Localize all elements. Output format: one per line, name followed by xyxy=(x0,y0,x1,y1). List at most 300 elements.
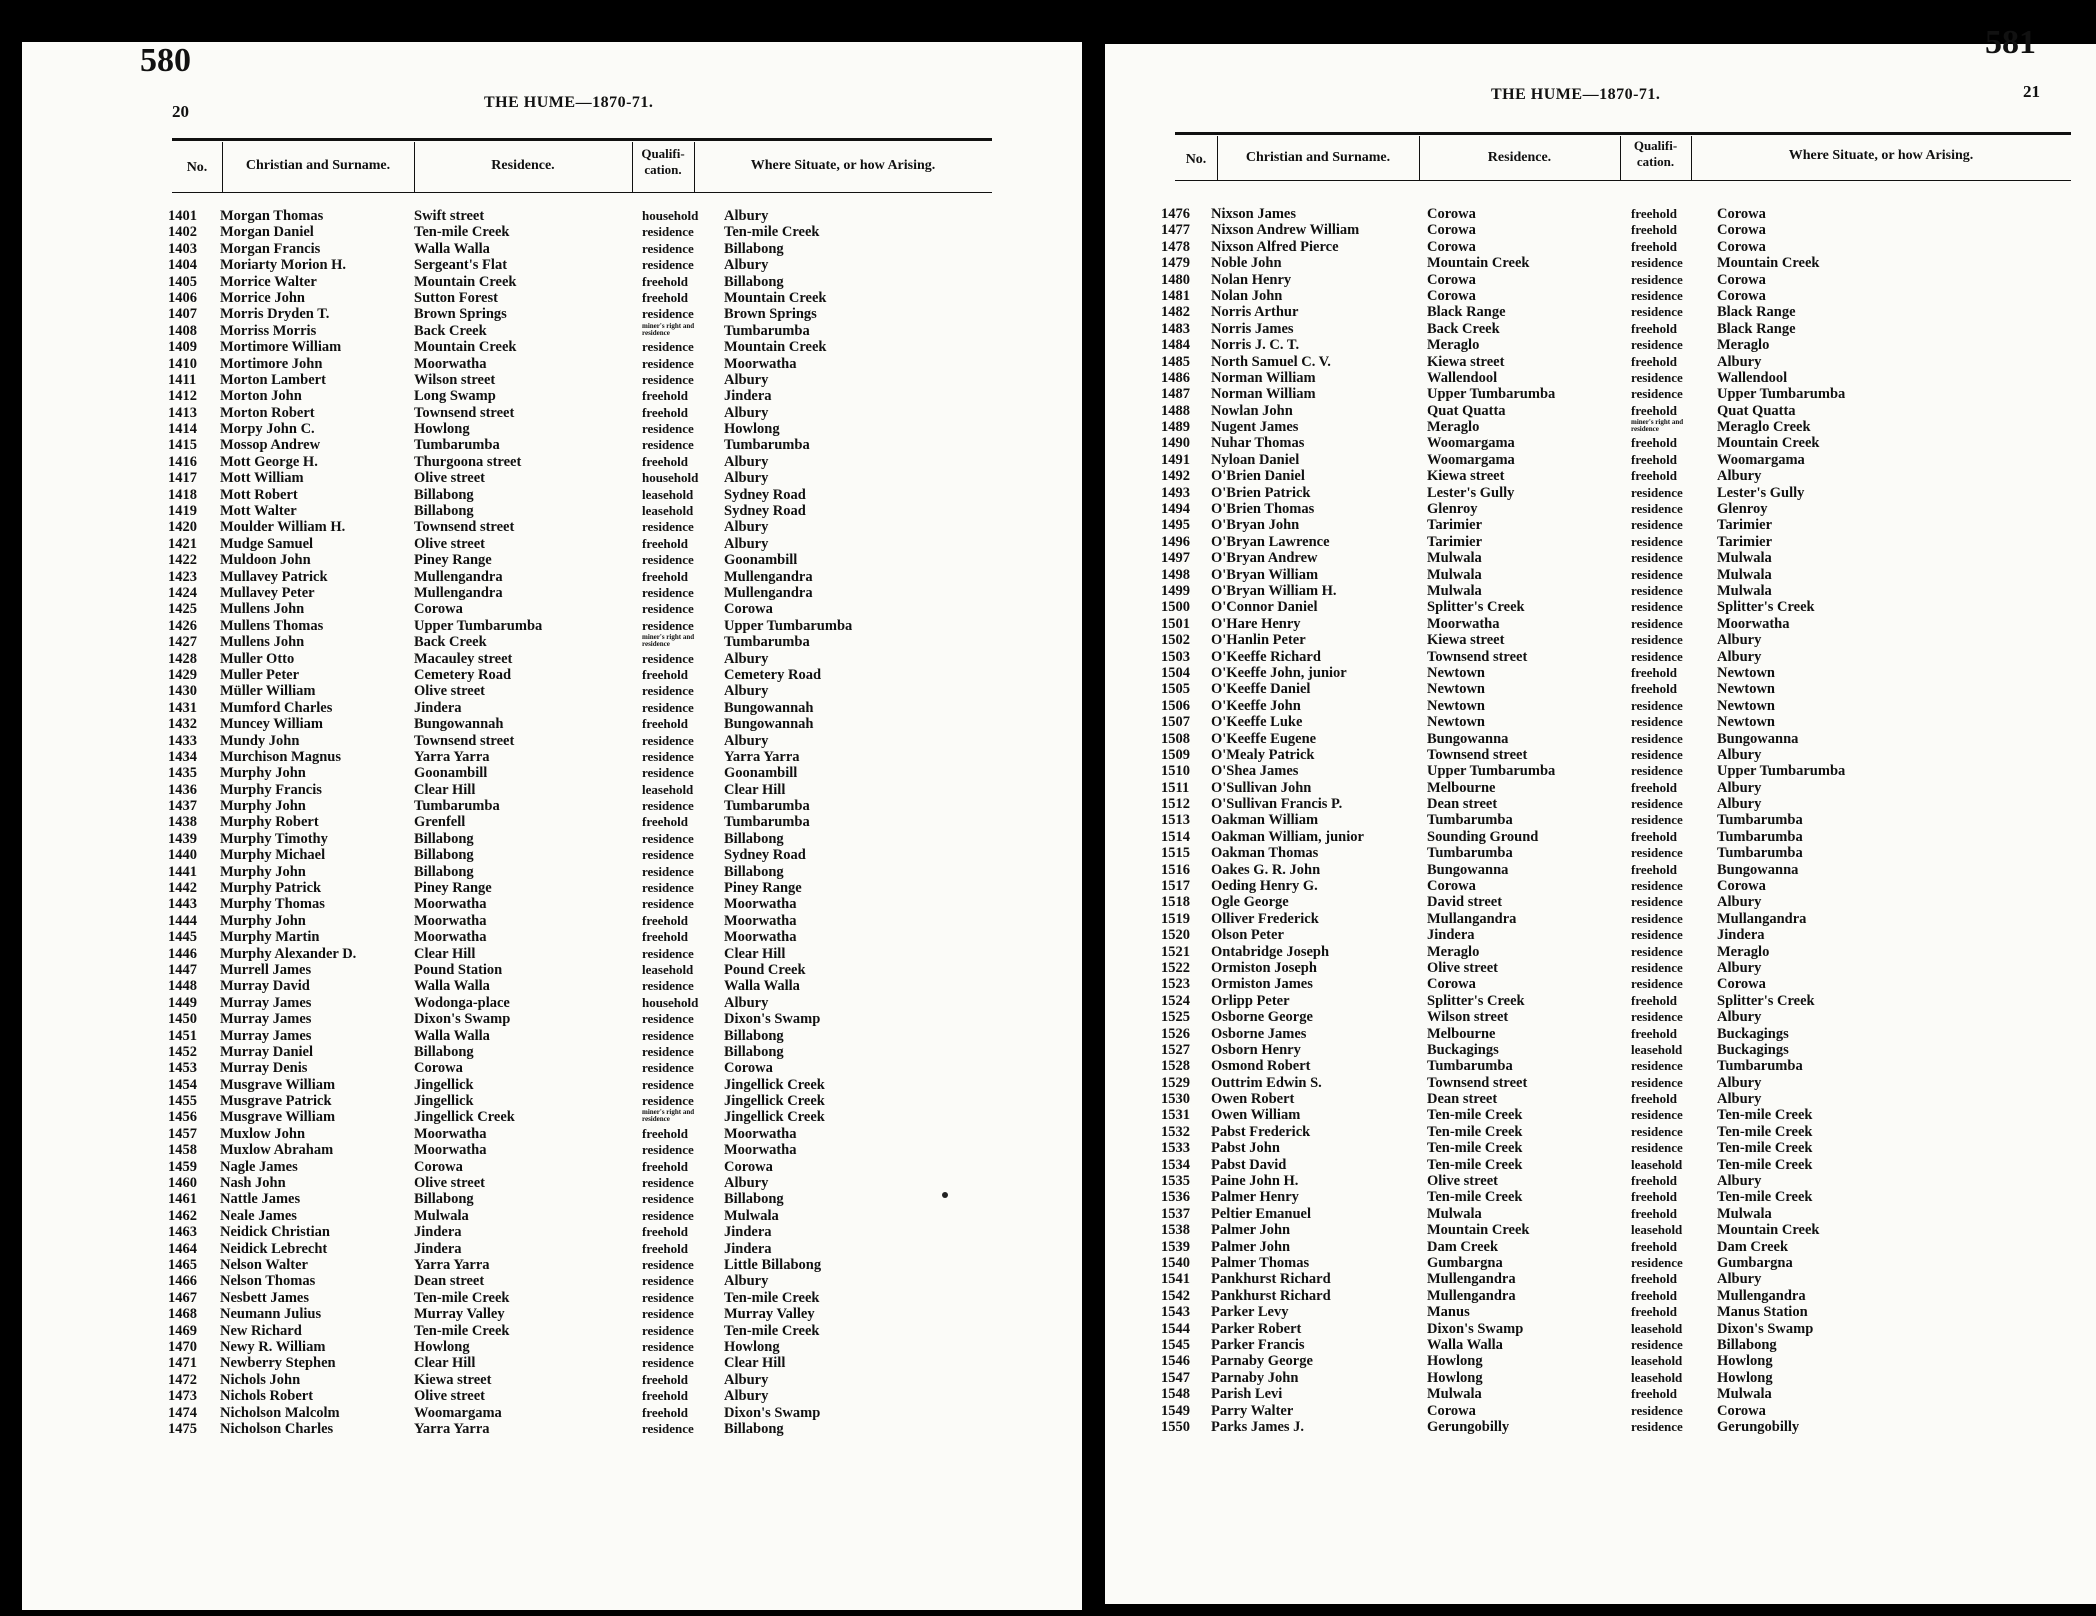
entry-residence: Ten-mile Creek xyxy=(1427,1123,1523,1140)
entry-residence: Wallendool xyxy=(1427,369,1498,386)
entry-residence: David street xyxy=(1427,894,1503,911)
table-row xyxy=(1161,1206,2061,1222)
entry-qualification: residence xyxy=(642,1175,694,1191)
table-row xyxy=(1161,452,2061,468)
entry-number: 1451 xyxy=(168,1027,197,1044)
entry-name: O'Keeffe Richard xyxy=(1211,648,1321,665)
entry-qualification: leasehold xyxy=(1631,1156,1683,1172)
entry-name: Murray James xyxy=(220,994,312,1011)
entry-residence: Walla Walla xyxy=(414,1027,490,1044)
table-row xyxy=(1161,485,2061,501)
entry-number: 1529 xyxy=(1161,1074,1190,1091)
entry-residence: Tumbarumba xyxy=(1427,812,1513,829)
entry-qualification: residence xyxy=(642,765,694,781)
entry-residence: Pound Station xyxy=(414,961,503,978)
entry-name: Morgan Thomas xyxy=(220,208,324,224)
entry-residence: Back Creek xyxy=(1427,320,1500,337)
entry-name: Moriarty Morion H. xyxy=(220,257,347,274)
entry-qualification: freehold xyxy=(1631,681,1677,697)
entry-name: Morrice Walter xyxy=(220,273,317,290)
entry-name: O'Keeffe Daniel xyxy=(1211,681,1311,698)
entry-name: Parish Levi xyxy=(1211,1386,1283,1403)
entry-number: 1523 xyxy=(1161,976,1190,993)
header-rule-bottom xyxy=(172,192,992,193)
entry-name: Oakman William xyxy=(1211,812,1319,829)
entry-qualification: residence xyxy=(642,798,694,814)
entry-residence: Howlong xyxy=(414,1338,470,1355)
entry-qualification: residence xyxy=(1631,1009,1683,1025)
entry-qualification: freehold xyxy=(642,1158,688,1174)
entry-number: 1443 xyxy=(168,896,197,913)
entry-qualification: residence xyxy=(1631,894,1683,910)
entry-number: 1407 xyxy=(168,306,197,323)
entry-qualification: residence xyxy=(642,699,694,715)
entry-residence: Yarra Yarra xyxy=(414,1420,490,1437)
entry-name: Morris Dryden T. xyxy=(220,306,330,323)
table-row xyxy=(168,749,1048,765)
page-number: 580 xyxy=(140,42,191,79)
entry-residence: Melbourne xyxy=(1427,1025,1496,1042)
table-row xyxy=(1161,1157,2061,1173)
table-row xyxy=(1161,649,2061,665)
entry-qualification: freehold xyxy=(1631,451,1677,467)
entry-number: 1535 xyxy=(1161,1173,1190,1190)
entry-residence: Newtown xyxy=(1427,714,1485,731)
table-row xyxy=(1161,337,2061,353)
entry-name: Murray David xyxy=(220,978,310,995)
entry-residence: Swift street xyxy=(414,208,485,224)
table-row xyxy=(168,405,1048,421)
entry-qualification: freehold xyxy=(1631,1205,1677,1221)
entry-where: Albury xyxy=(1717,632,1762,649)
table-row xyxy=(1161,534,2061,550)
entry-where: Billabong xyxy=(724,1191,784,1208)
entry-number: 1517 xyxy=(1161,878,1190,895)
entry-name: Nixson James xyxy=(1211,206,1296,222)
entry-residence: Tumbarumba xyxy=(1427,1058,1513,1075)
entry-qualification: residence xyxy=(642,1273,694,1289)
entry-qualification: leasehold xyxy=(642,503,694,519)
entry-number: 1504 xyxy=(1161,664,1190,681)
table-row xyxy=(1161,550,2061,566)
entry-residence: Billabong xyxy=(414,847,474,864)
entry-name: O'Bryan John xyxy=(1211,517,1300,534)
entry-name: Mudge Samuel xyxy=(220,535,314,552)
column-header-where: Where Situate, or how Arising. xyxy=(750,158,936,173)
table-row xyxy=(1161,1026,2061,1042)
entry-residence: Yarra Yarra xyxy=(414,1257,490,1273)
entry-residence: Jingellick xyxy=(414,1076,474,1093)
entry-qualification: freehold xyxy=(1631,320,1677,336)
entry-number: 1469 xyxy=(168,1322,197,1339)
entry-residence: Clear Hill xyxy=(414,945,476,962)
table-row xyxy=(168,1142,1048,1158)
entry-where: Billabong xyxy=(724,240,784,257)
entry-qualification: residence xyxy=(642,1257,694,1272)
entry-name: Mortimore John xyxy=(220,355,323,372)
entry-name: Osborn Henry xyxy=(1211,1041,1301,1058)
entry-name: Norman William xyxy=(1211,386,1316,403)
entry-name: Noble John xyxy=(1211,255,1282,272)
entry-number: 1444 xyxy=(168,912,197,929)
entry-qualification: residence xyxy=(642,371,694,387)
entry-number: 1420 xyxy=(168,519,197,536)
entry-residence: Corowa xyxy=(1427,976,1476,993)
entry-number: 1511 xyxy=(1161,779,1190,796)
entry-qualification: freehold xyxy=(642,716,688,732)
entry-residence: Piney Range xyxy=(414,552,492,569)
entry-number: 1442 xyxy=(168,880,197,897)
table-row xyxy=(168,1388,1048,1404)
entry-number: 1507 xyxy=(1161,714,1190,731)
table-row xyxy=(1161,1058,2061,1074)
entry-residence: Splitter's Creek xyxy=(1427,599,1525,616)
entry-where: Tumbarumba xyxy=(724,634,810,651)
entry-qualification: freehold xyxy=(642,388,688,404)
entry-name: Nicholson Charles xyxy=(220,1420,334,1437)
entry-qualification: residence xyxy=(1631,812,1683,828)
entry-number: 1533 xyxy=(1161,1140,1190,1157)
entry-residence: Olive street xyxy=(414,1175,485,1192)
table-row xyxy=(1161,435,2061,451)
entry-qualification: residence xyxy=(642,519,694,535)
entry-qualification: residence xyxy=(642,224,694,240)
entry-number: 1418 xyxy=(168,486,197,503)
entry-name: Nyloan Daniel xyxy=(1211,451,1300,468)
table-row xyxy=(1161,763,2061,779)
entry-where: Albury xyxy=(724,257,769,274)
table-row xyxy=(168,454,1048,470)
entry-name: Mullens Thomas xyxy=(220,617,324,634)
entry-residence: Mountain Creek xyxy=(1427,1222,1530,1239)
column-header-residence: Residence. xyxy=(491,158,555,173)
entry-qualification: freehold xyxy=(1631,1025,1677,1041)
table-row xyxy=(168,1175,1048,1191)
entry-where: Corowa xyxy=(724,1158,773,1175)
entry-where: Albury xyxy=(1717,648,1762,665)
entry-name: Murphy Robert xyxy=(220,814,319,831)
entry-number: 1453 xyxy=(168,1060,197,1077)
table-row xyxy=(168,552,1048,568)
entry-name: Palmer Henry xyxy=(1211,1189,1299,1206)
entry-name: Palmer John xyxy=(1211,1238,1291,1255)
entry-qualification: freehold xyxy=(1631,1304,1677,1320)
entry-residence: Corowa xyxy=(414,601,463,618)
table-row xyxy=(1161,927,2061,943)
table-row xyxy=(1161,1271,2061,1287)
entry-name: Oakman William, junior xyxy=(1211,828,1364,845)
entry-residence: Moorwatha xyxy=(414,912,487,929)
entry-name: Mortimore William xyxy=(220,339,342,356)
entry-number: 1448 xyxy=(168,978,197,995)
entry-residence: Ten-mile Creek xyxy=(1427,1189,1523,1206)
entry-residence: Corowa xyxy=(1427,878,1476,895)
entry-qualification: miner's right and residence xyxy=(642,634,695,649)
entry-residence: Corowa xyxy=(414,1060,463,1077)
entry-residence: Corowa xyxy=(414,1158,463,1175)
entry-residence: Mullengandra xyxy=(414,584,503,601)
table-row xyxy=(168,323,1048,339)
entry-where: Dixon's Swamp xyxy=(724,1011,821,1028)
entry-number: 1484 xyxy=(1161,337,1190,354)
entry-where: Albury xyxy=(1717,1074,1762,1091)
entry-qualification: residence xyxy=(642,355,694,371)
entry-residence: Mountain Creek xyxy=(414,273,517,290)
entry-name: Owen Robert xyxy=(1211,1091,1295,1108)
entry-qualification: residence xyxy=(642,1011,694,1027)
entry-name: Neidick Lebrecht xyxy=(220,1240,328,1257)
entry-where: Dixon's Swamp xyxy=(1717,1320,1814,1337)
entry-number: 1541 xyxy=(1161,1271,1190,1288)
entry-qualification: residence xyxy=(1631,337,1683,353)
entry-where: Clear Hill xyxy=(724,945,786,962)
entry-name: Murphy John xyxy=(220,765,306,782)
entry-residence: Ten-mile Creek xyxy=(1427,1107,1523,1124)
entry-name: Pankhurst Richard xyxy=(1211,1287,1331,1304)
entry-residence: Walla Walla xyxy=(414,978,490,995)
entry-number: 1494 xyxy=(1161,501,1190,518)
entry-number: 1463 xyxy=(168,1224,197,1241)
entry-residence: Bungowanna xyxy=(1427,861,1509,878)
table-row xyxy=(168,798,1048,814)
entry-where: Moorwatha xyxy=(724,355,797,372)
entry-where: Albury xyxy=(724,404,769,421)
entry-where: Mulwala xyxy=(1717,1386,1772,1403)
entry-number: 1525 xyxy=(1161,1009,1190,1026)
table-row xyxy=(168,470,1048,486)
entry-name: Murphy Francis xyxy=(220,781,322,798)
entry-number: 1439 xyxy=(168,830,197,847)
entry-residence: Dean street xyxy=(1427,1091,1498,1108)
entry-where: Bungowannah xyxy=(724,716,814,733)
column-header-qualification: Qualifi- cation. xyxy=(1633,138,1678,169)
table-row xyxy=(1161,354,2061,370)
entry-name: Oakes G. R. John xyxy=(1211,861,1321,878)
entry-where: Buckagings xyxy=(1717,1041,1789,1058)
entry-name: Muller Otto xyxy=(220,650,295,667)
entry-number: 1440 xyxy=(168,847,197,864)
entry-residence: Dean street xyxy=(1427,796,1498,813)
table-row xyxy=(168,241,1048,257)
entry-residence: Townsend street xyxy=(414,519,515,536)
entry-number: 1521 xyxy=(1161,943,1190,960)
left-page xyxy=(22,42,1082,1610)
entry-where: Corowa xyxy=(1717,222,1766,239)
entry-where: Billabong xyxy=(724,1027,784,1044)
table-row xyxy=(1161,780,2061,796)
entry-residence: Tumbarumba xyxy=(1427,845,1513,862)
entry-number: 1437 xyxy=(168,798,197,815)
entry-name: Nowlan John xyxy=(1211,402,1293,419)
entry-residence: Buckagings xyxy=(1427,1041,1499,1058)
entry-residence: Meraglo xyxy=(1427,419,1480,436)
entry-qualification: residence xyxy=(642,1142,694,1158)
entry-number: 1542 xyxy=(1161,1287,1190,1304)
entry-residence: Thurgoona street xyxy=(414,453,522,470)
table-row xyxy=(1161,1337,2061,1353)
entry-number: 1430 xyxy=(168,683,197,700)
entry-number: 1424 xyxy=(168,584,197,601)
table-row xyxy=(1161,288,2061,304)
entry-qualification: freehold xyxy=(1631,206,1677,221)
entry-residence: Corowa xyxy=(1427,238,1476,255)
entry-name: Murchison Magnus xyxy=(220,748,341,765)
entry-qualification: freehold xyxy=(1631,1238,1677,1254)
entry-name: Neale James xyxy=(220,1207,297,1224)
entry-name: Muldoon John xyxy=(220,552,311,569)
entry-number: 1466 xyxy=(168,1273,197,1290)
entry-name: Müller William xyxy=(220,683,316,700)
entry-residence: Upper Tumbarumba xyxy=(1427,763,1556,780)
entry-number: 1478 xyxy=(1161,238,1190,255)
entry-where: Jingellick Creek xyxy=(724,1093,825,1110)
entry-name: Newy R. William xyxy=(220,1338,326,1355)
entry-number: 1547 xyxy=(1161,1369,1190,1386)
entry-residence: Corowa xyxy=(1427,271,1476,288)
table-row xyxy=(1161,239,2061,255)
entry-name: Moulder William H. xyxy=(220,519,346,536)
table-row xyxy=(1161,304,2061,320)
entry-number: 1506 xyxy=(1161,697,1190,714)
entry-where: Corowa xyxy=(1717,238,1766,255)
entry-number: 1495 xyxy=(1161,517,1190,534)
entry-name: Nicholson Malcolm xyxy=(220,1404,340,1421)
entry-where: Splitter's Creek xyxy=(1717,992,1815,1009)
entry-residence: Wodonga-place xyxy=(414,994,510,1011)
entry-number: 1431 xyxy=(168,699,197,716)
entry-name: Paine John H. xyxy=(1211,1173,1299,1190)
entry-qualification: freehold xyxy=(1631,353,1677,369)
entry-number: 1470 xyxy=(168,1338,197,1355)
entry-qualification: freehold xyxy=(642,1371,688,1387)
entry-qualification: freehold xyxy=(1631,1287,1677,1303)
entry-name: Parker Robert xyxy=(1211,1320,1302,1337)
entry-number: 1537 xyxy=(1161,1205,1190,1222)
entry-residence: Sutton Forest xyxy=(414,289,498,306)
entry-qualification: residence xyxy=(1631,566,1683,582)
entry-number: 1538 xyxy=(1161,1222,1190,1239)
entry-number: 1456 xyxy=(168,1109,197,1126)
entry-residence: Splitter's Creek xyxy=(1427,992,1525,1009)
entry-qualification: residence xyxy=(642,617,694,633)
entry-where: Albury xyxy=(1717,1091,1762,1108)
entry-qualification: residence xyxy=(642,847,694,863)
entry-qualification: residence xyxy=(1631,1074,1683,1090)
column-header-where: Where Situate, or how Arising. xyxy=(1788,148,1974,163)
entry-residence: Townsend street xyxy=(1427,1074,1528,1091)
entry-where: Tumbarumba xyxy=(724,322,810,339)
entry-qualification: residence xyxy=(642,748,694,764)
entry-residence: Tarimier xyxy=(1427,533,1483,550)
entry-number: 1428 xyxy=(168,650,197,667)
running-title: THE HUME—1870-71. xyxy=(1491,86,1661,103)
table-row xyxy=(1161,1321,2061,1337)
entry-qualification: residence xyxy=(1631,1336,1683,1352)
table-row xyxy=(1161,206,2061,222)
entry-residence: Mulwala xyxy=(1427,582,1482,599)
entry-name: Musgrave William xyxy=(220,1076,336,1093)
table-row xyxy=(1161,1091,2061,1107)
table-row xyxy=(168,1224,1048,1240)
table-row xyxy=(168,519,1048,535)
entry-number: 1514 xyxy=(1161,828,1190,845)
entry-name: Ormiston Joseph xyxy=(1211,959,1317,976)
entry-number: 1509 xyxy=(1161,746,1190,763)
entry-number: 1540 xyxy=(1161,1255,1190,1271)
table-row xyxy=(1161,419,2061,435)
entry-qualification: residence xyxy=(642,240,694,256)
entry-name: Orlipp Peter xyxy=(1211,992,1290,1009)
table-row xyxy=(168,1339,1048,1355)
entry-name: Morton Lambert xyxy=(220,371,326,388)
entry-where: Tumbarumba xyxy=(1717,845,1803,862)
entry-number: 1402 xyxy=(168,224,197,241)
entry-name: Ogle George xyxy=(1211,894,1289,911)
entry-name: O'Mealy Patrick xyxy=(1211,746,1315,763)
table-row xyxy=(168,1060,1048,1076)
table-row xyxy=(1161,1370,2061,1386)
table-row xyxy=(1161,567,2061,583)
entry-name: Morton John xyxy=(220,388,302,405)
entry-qualification: freehold xyxy=(642,1388,688,1404)
table-row xyxy=(1161,812,2061,828)
entry-number: 1421 xyxy=(168,535,197,552)
entry-name: Murray James xyxy=(220,1011,312,1028)
entry-number: 1468 xyxy=(168,1306,197,1323)
entry-qualification: residence xyxy=(642,1027,694,1043)
entry-qualification: residence xyxy=(1631,763,1683,779)
entry-name: Mundy John xyxy=(220,732,300,749)
column-header-residence: Residence. xyxy=(1487,150,1552,165)
entry-number: 1489 xyxy=(1161,419,1190,436)
table-row xyxy=(168,814,1048,830)
entry-number: 1545 xyxy=(1161,1336,1190,1353)
entry-residence: Mullengandra xyxy=(414,568,503,585)
entry-qualification: freehold xyxy=(642,912,688,928)
table-row xyxy=(1161,1140,2061,1156)
table-row xyxy=(1161,960,2061,976)
entry-number: 1516 xyxy=(1161,861,1190,878)
entry-where: Jingellick Creek xyxy=(724,1109,825,1126)
entry-name: Osborne James xyxy=(1211,1025,1307,1042)
entry-number: 1500 xyxy=(1161,599,1190,616)
entry-residence: Grenfell xyxy=(414,814,466,831)
entry-number: 1417 xyxy=(168,470,197,487)
header-rule-bottom xyxy=(1175,180,2071,181)
entry-where: Albury xyxy=(724,1388,769,1405)
entry-number: 1404 xyxy=(168,257,197,274)
entry-where: Ten-mile Creek xyxy=(724,1322,820,1339)
entry-name: Nichols John xyxy=(220,1371,301,1388)
entry-number: 1412 xyxy=(168,388,197,405)
entry-number: 1546 xyxy=(1161,1353,1190,1370)
entry-residence: Corowa xyxy=(1427,287,1476,304)
table-row xyxy=(168,667,1048,683)
entry-name: Olliver Frederick xyxy=(1211,910,1319,927)
entry-residence: Corowa xyxy=(1427,206,1476,222)
entry-number: 1419 xyxy=(168,503,197,520)
entry-where: Albury xyxy=(1717,796,1762,813)
entry-residence: Jindera xyxy=(414,1240,462,1257)
entry-where: Albury xyxy=(724,683,769,700)
entry-where: Tarimier xyxy=(1717,517,1773,534)
entry-residence: Dean street xyxy=(414,1273,485,1290)
entry-number: 1432 xyxy=(168,716,197,733)
entry-qualification: freehold xyxy=(1631,1189,1677,1205)
entry-name: Pabst David xyxy=(1211,1156,1287,1173)
entry-name: Morrice John xyxy=(220,289,305,306)
entry-number: 1427 xyxy=(168,634,197,651)
